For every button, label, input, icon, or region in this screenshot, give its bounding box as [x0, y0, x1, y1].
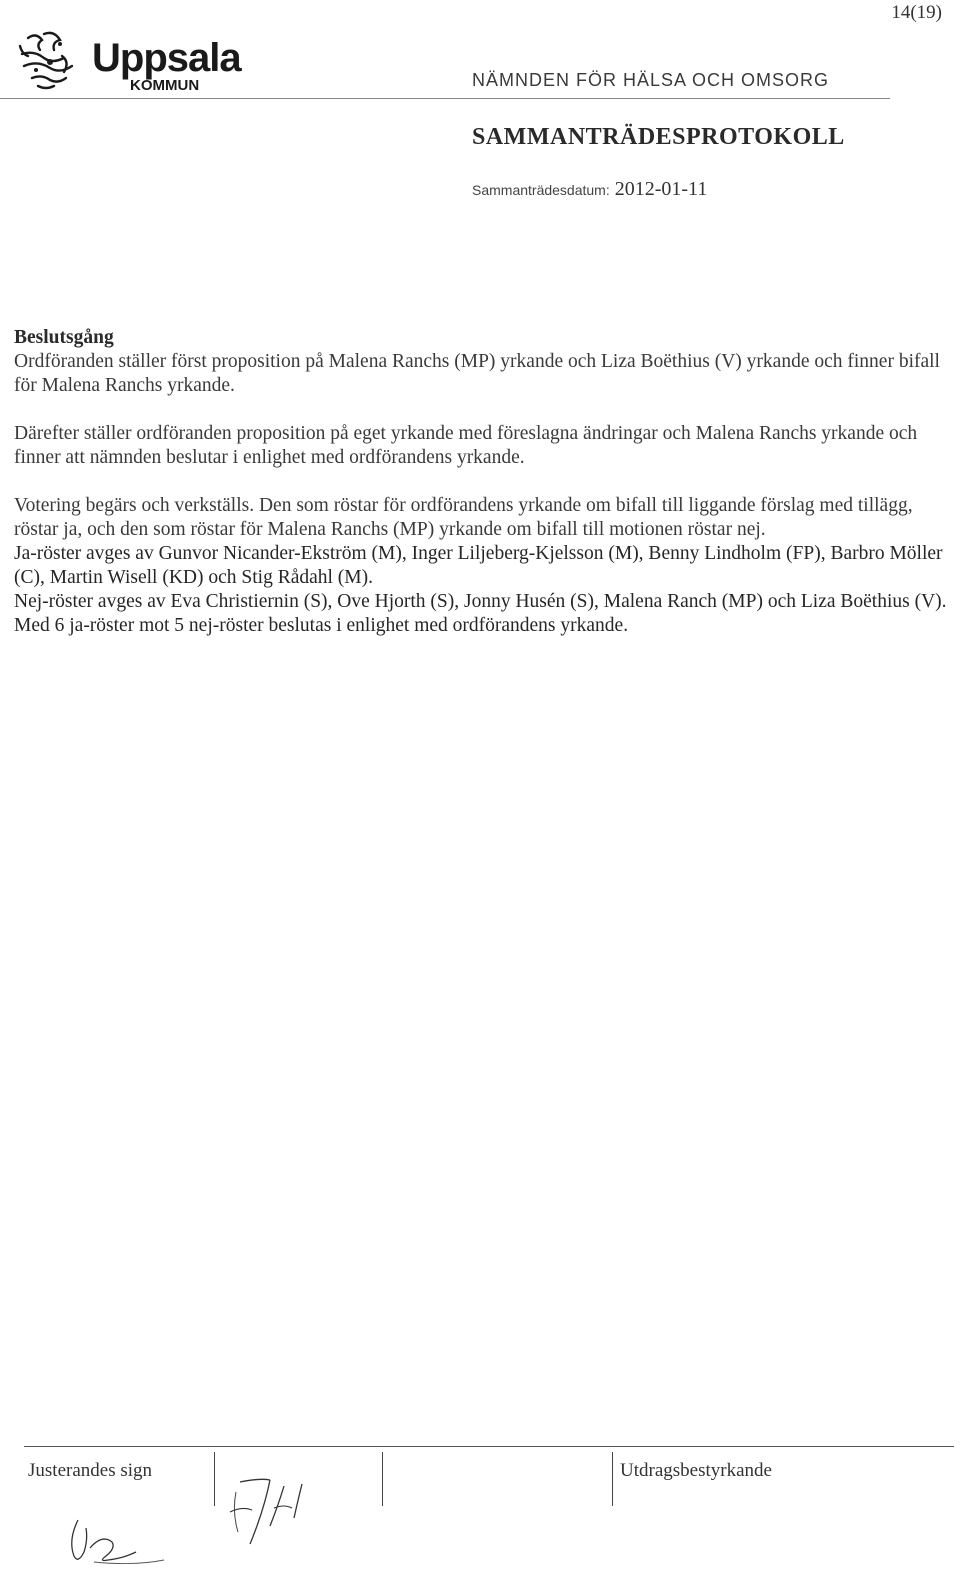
coat-of-arms-icon	[14, 26, 86, 96]
page-number: 14(19)	[891, 2, 942, 23]
header-divider	[0, 98, 890, 99]
utdragsbestyrkande-label: Utdragsbestyrkande	[620, 1460, 772, 1481]
justerandes-sign-label: Justerandes sign	[28, 1460, 153, 1481]
meeting-date-label: Sammanträdesdatum:	[472, 182, 610, 198]
logo-sub: KOMMUN	[130, 77, 200, 94]
footer-column-divider	[382, 1452, 383, 1506]
signature-1-icon	[60, 1500, 180, 1570]
uppsala-kommun-logo	[14, 26, 264, 96]
paragraph-ja-votes: Ja-röster avges av Gunvor Nicander-Ekström (M), Inger Liljeberg-Kjelsson (M), Benny Lindholm (FP), Barbro Möller (C), Martin Wisell (KD) och Stig Rådahl (M).	[14, 543, 943, 588]
meeting-date	[472, 178, 707, 201]
footer-divider	[24, 1446, 954, 1447]
paragraph-2: Därefter ställer ordföranden proposition på eget yrkande med föreslagna ändringar och Malena Ranchs yrkande och finner att nämnden beslutar i enlighet med ordförandens yrkande.	[14, 423, 918, 468]
paragraph-3: Votering begärs och verkställs. Den som röstar för ordförandens yrkande om bifall till liggande förslag med tillägg, röstar ja, och den som röstar för Malena Ranchs (MP) yrkande om bifall till motionen röstar nej.	[14, 495, 913, 540]
committee-name: NÄMNDEN FÖR HÄLSA OCH OMSORG	[472, 70, 830, 90]
paragraph-1: Ordföranden ställer först proposition på Malena Ranchs (MP) yrkande och Liza Boëthius (V) yrkande och finner bifall för Malena Ranchs yrkande.	[14, 351, 940, 396]
paragraph-result: Med 6 ja-röster mot 5 nej-röster beslutas i enlighet med ordförandens yrkande.	[14, 615, 629, 636]
signature-2-icon	[222, 1462, 322, 1562]
section-heading: Beslutsgång	[14, 327, 114, 348]
meeting-date-value: 2012-01-11	[614, 178, 708, 200]
paragraph-nej-votes: Nej-röster avges av Eva Christiernin (S), Ove Hjorth (S), Jonny Husén (S), Malena Ranch (MP) och Liza Boëthius (V).	[14, 591, 947, 612]
footer-column-divider	[612, 1452, 613, 1506]
document-title: SAMMANTRÄDESPROTOKOLL	[472, 124, 845, 150]
logo-name: Uppsala	[92, 36, 241, 80]
beslutsgang-section	[14, 326, 949, 638]
footer-column-divider	[214, 1452, 215, 1506]
